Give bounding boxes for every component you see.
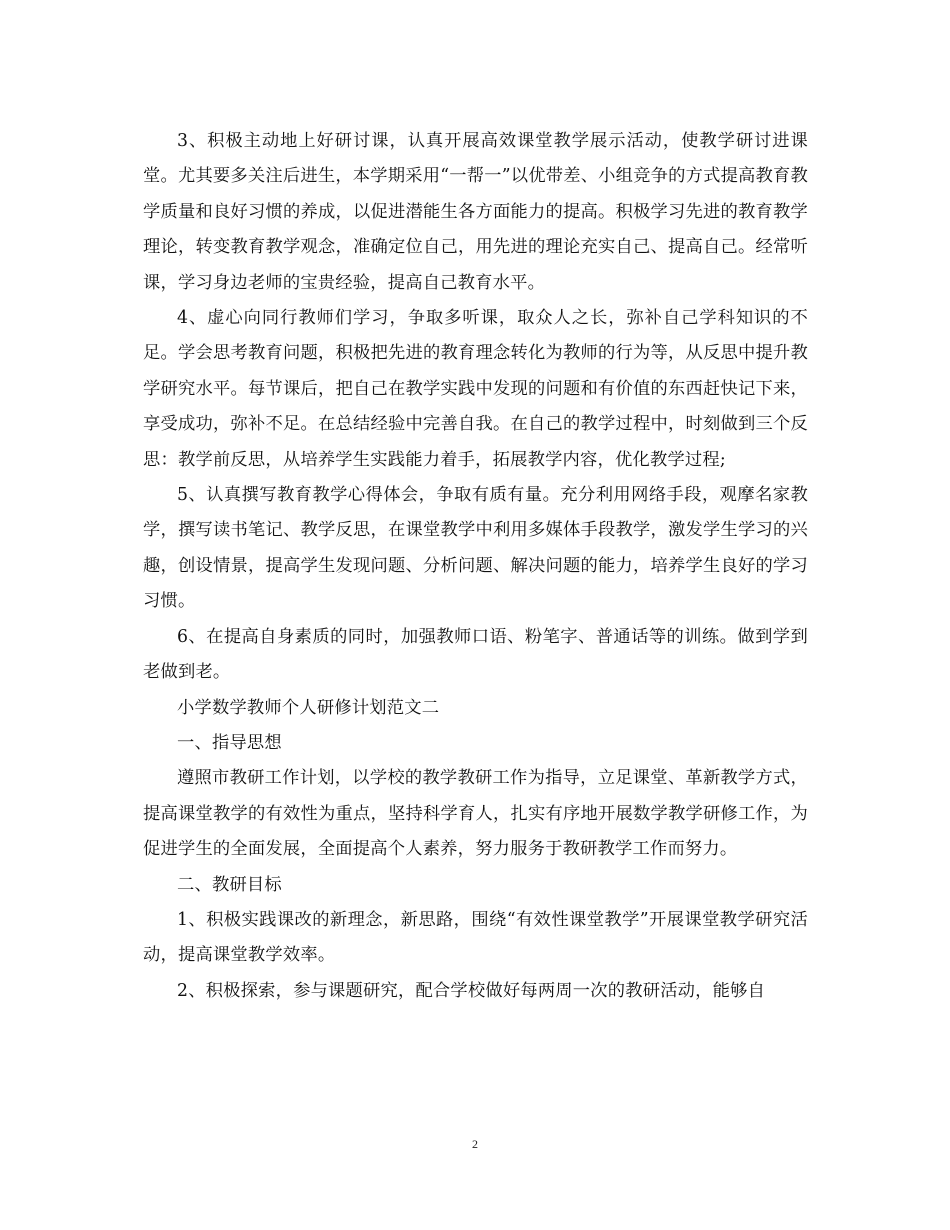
section-title-sample-two: 小学数学教师个人研修计划范文二 bbox=[177, 697, 440, 718]
paragraph-point-6: 6、在提高自身素质的同时，加强教师口语、粉笔字、普通话等的训练。做到学到老做到老。 bbox=[143, 626, 808, 683]
paragraph-point-4: 4、虚心向同行教师们学习，争取多听课，取众人之长，弥补自己学科知识的不足。学会思考教育问题，积极把先进的教育理念转化为教师的行为等，从反思中提升教学研究水平。每节课后，把自己在教学实践中发现的问题和有价值的东西赶快记下来，享受成功，弥补不足。在总结经验中完善自我。在自己的教学过程中，时刻做到三个反思：教学前反思，从培养学生实践能力着手，拓展教学内容，优化教学过程; bbox=[143, 308, 808, 470]
paragraph-goal-2: 2、积极探索，参与课题研究，配合学校做好每两周一次的教研活动，能够自 bbox=[177, 980, 766, 1001]
section-heading-guiding-thought: 一、指导思想 bbox=[177, 732, 282, 753]
paragraph-point-5: 5、认真撰写教育教学心得体会，争取有质有量。充分利用网络手段，观摩名家教学，撰写读书笔记、教学反思，在课堂教学中利用多媒体手段教学，激发学生学习的兴趣，创设情景，提高学生发现问题、分析问题、解决问题的能力，培养学生良好的学习习惯。 bbox=[143, 485, 808, 612]
section-heading-research-goals: 二、教研目标 bbox=[177, 874, 282, 895]
paragraph-point-3: 3、积极主动地上好研讨课，认真开展高效课堂教学展示活动，使教学研讨进课堂。尤其要多关注后进生，本学期采用“一帮一”以优带差、小组竞争的方式提高教育教学质量和良好习惯的养成，以促进潜能生各方面能力的提高。积极学习先进的教育教学理论，转变教育教学观念，准确定位自己，用先进的理论充实自己、提高自己。经常听课，学习身边老师的宝贵经验，提高自己教育水平。 bbox=[143, 131, 808, 293]
page-number: 2 bbox=[472, 1137, 478, 1151]
paragraph-guiding-thought: 遵照市教研工作计划，以学校的教学教研工作为指导，立足课堂、革新教学方式，提高课堂教学的有效性为重点，坚持科学育人，扎实有序地开展数学教学研修工作，为促进学生的全面发展，全面提高个人素养，努力服务于教研教学工作而努力。 bbox=[143, 768, 808, 860]
document-body bbox=[143, 124, 808, 1009]
paragraph-goal-1: 1、积极实践课改的新理念，新思路，围绕“有效性课堂教学”开展课堂教学研究活动，提高课堂教学效率。 bbox=[143, 909, 808, 966]
